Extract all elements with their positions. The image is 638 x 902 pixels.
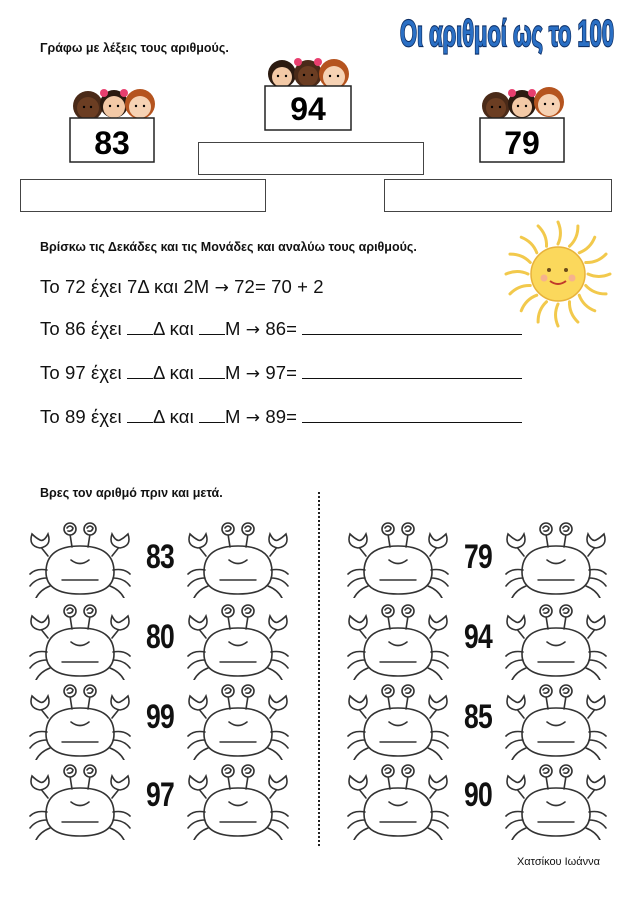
units-blank[interactable] bbox=[199, 320, 225, 335]
crab-before-97[interactable] bbox=[26, 754, 134, 840]
example-result: 72= 70 + 2 bbox=[234, 276, 324, 297]
tens-blank[interactable] bbox=[127, 320, 153, 335]
units-blank[interactable] bbox=[199, 408, 225, 423]
exercise-row bbox=[40, 318, 522, 340]
answer-line[interactable] bbox=[302, 320, 522, 335]
kids-sign-83 bbox=[64, 84, 160, 168]
sun-ray bbox=[569, 226, 577, 246]
section2-heading: Βρίσκω τις Δεκάδες και τις Μονάδες και αναλύω τους αριθμούς. bbox=[40, 240, 417, 254]
crab-number: 94 bbox=[464, 618, 492, 656]
sun-ray bbox=[579, 295, 595, 311]
tens-blank[interactable] bbox=[127, 408, 153, 423]
crab-number: 85 bbox=[464, 698, 492, 736]
kids-illustration bbox=[482, 87, 564, 120]
sun-ray bbox=[588, 274, 610, 276]
sun-ray bbox=[510, 254, 530, 262]
tens-label: Δ και bbox=[152, 362, 200, 383]
kids-illustration bbox=[268, 58, 349, 89]
section1-heading: Γράφω με λέξεις τους αριθμούς. bbox=[40, 41, 229, 55]
units-label: Μ bbox=[225, 362, 241, 383]
crab-before-90[interactable] bbox=[344, 754, 452, 840]
crab-after-85[interactable] bbox=[502, 674, 610, 760]
crab-after-79[interactable] bbox=[502, 512, 610, 598]
sun-ray bbox=[521, 295, 537, 311]
crab-number: 83 bbox=[146, 538, 174, 576]
exercise-equation: 97= bbox=[265, 362, 298, 383]
crab-after-90[interactable] bbox=[502, 754, 610, 840]
crab-after-80[interactable] bbox=[184, 594, 292, 680]
kids-illustration bbox=[73, 89, 155, 121]
units-label: Μ bbox=[225, 406, 241, 427]
sun-ray bbox=[556, 304, 558, 326]
section3-heading: Βρες τον αριθμό πριν και μετά. bbox=[40, 486, 223, 500]
exercise-text: Το 89 έχει bbox=[40, 406, 127, 427]
crab-number: 90 bbox=[464, 776, 492, 814]
crab-after-94[interactable] bbox=[502, 594, 610, 680]
crab-number: 79 bbox=[464, 538, 492, 576]
crab-before-80[interactable] bbox=[26, 594, 134, 680]
exercise-text: Το 86 έχει bbox=[40, 318, 127, 339]
crab-before-85[interactable] bbox=[344, 674, 452, 760]
answer-box-94[interactable] bbox=[198, 142, 424, 175]
kids-sign-94 bbox=[260, 54, 356, 136]
arrow-icon: → bbox=[245, 408, 261, 428]
kids-sign-79 bbox=[474, 84, 570, 168]
crab-before-79[interactable] bbox=[344, 512, 452, 598]
sign-number: 83 bbox=[94, 125, 130, 161]
sun-ray bbox=[586, 254, 606, 262]
tens-label: Δ και bbox=[152, 406, 200, 427]
sun-ray bbox=[558, 222, 560, 244]
column-divider bbox=[318, 492, 320, 846]
example-equation bbox=[40, 276, 324, 298]
answer-box-79[interactable] bbox=[384, 179, 612, 212]
crab-before-99[interactable] bbox=[26, 674, 134, 760]
units-blank[interactable] bbox=[199, 364, 225, 379]
worksheet-title bbox=[396, 4, 618, 60]
crab-after-83[interactable] bbox=[184, 512, 292, 598]
title-text: Οι αριθμοί ως το 100 bbox=[400, 13, 614, 54]
answer-box-83[interactable] bbox=[20, 179, 266, 212]
sun-ray bbox=[586, 285, 606, 293]
exercise-row bbox=[40, 406, 522, 428]
author-name: Χατσίκου Ιωάννα bbox=[516, 856, 600, 868]
exercise-equation: 86= bbox=[265, 318, 298, 339]
crab-number: 80 bbox=[146, 618, 174, 656]
sign-number: 79 bbox=[504, 125, 540, 161]
sign-number: 94 bbox=[290, 91, 326, 127]
exercise-text: Το 97 έχει bbox=[40, 362, 127, 383]
crab-before-94[interactable] bbox=[344, 594, 452, 680]
sun-ray bbox=[521, 237, 537, 253]
crab-after-99[interactable] bbox=[184, 674, 292, 760]
exercise-row bbox=[40, 362, 522, 384]
sun-ray bbox=[538, 226, 546, 246]
arrow-icon: → bbox=[245, 320, 261, 340]
sun-icon bbox=[502, 218, 614, 330]
exercise-equation: 89= bbox=[265, 406, 298, 427]
crab-number: 97 bbox=[146, 776, 174, 814]
crab-number: 99 bbox=[146, 698, 174, 736]
sun-ray bbox=[506, 272, 528, 274]
answer-line[interactable] bbox=[302, 408, 522, 423]
sun-ray bbox=[538, 302, 546, 322]
arrow-icon: → bbox=[245, 364, 261, 384]
answer-line[interactable] bbox=[302, 364, 522, 379]
tens-blank[interactable] bbox=[127, 364, 153, 379]
crab-after-97[interactable] bbox=[184, 754, 292, 840]
example-intro: Το 72 έχει 7Δ και 2Μ bbox=[40, 276, 210, 297]
sun-ray bbox=[510, 285, 530, 293]
tens-label: Δ και bbox=[152, 318, 200, 339]
units-label: Μ bbox=[225, 318, 241, 339]
arrow-icon: → bbox=[214, 278, 229, 298]
crab-before-83[interactable] bbox=[26, 512, 134, 598]
sun-ray bbox=[569, 302, 577, 322]
sun-ray bbox=[579, 237, 595, 253]
